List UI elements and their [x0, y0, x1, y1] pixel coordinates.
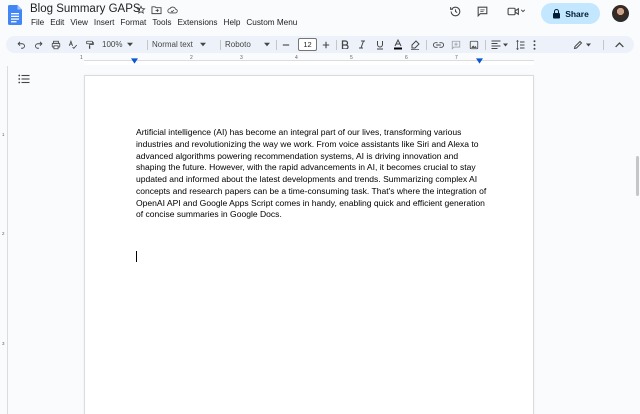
ruler-track: [84, 60, 534, 65]
meet-icon[interactable]: [505, 4, 527, 18]
menu-help[interactable]: Help: [223, 18, 241, 27]
document-title[interactable]: Blog Summary GAPS: [30, 3, 141, 15]
paint-format-button[interactable]: [83, 36, 97, 53]
chevron-down-icon: [264, 42, 270, 47]
document-outline-icon[interactable]: [18, 74, 30, 84]
undo-icon: [17, 40, 26, 49]
line-spacing-button[interactable]: [513, 36, 527, 53]
ruler-mark: 1: [80, 55, 83, 61]
comments-icon[interactable]: [475, 4, 489, 18]
text-color-icon: [393, 39, 403, 50]
spellcheck-button[interactable]: [66, 36, 80, 53]
bold-icon: [341, 40, 349, 49]
insert-link-button[interactable]: [430, 36, 446, 53]
paint-format-icon: [85, 40, 95, 50]
insert-image-button[interactable]: [467, 36, 481, 53]
increase-font-size-button[interactable]: [320, 36, 332, 53]
underline-button[interactable]: [373, 36, 387, 53]
ruler-mark: 3: [2, 341, 5, 346]
add-comment-icon: [451, 40, 461, 50]
pencil-icon: [573, 40, 583, 50]
lock-icon: [552, 9, 561, 19]
menu-file[interactable]: File: [31, 18, 45, 27]
share-label: Share: [565, 8, 589, 19]
chevron-down-icon: [200, 42, 206, 47]
avatar[interactable]: [612, 5, 629, 22]
menu-edit[interactable]: Edit: [50, 18, 65, 27]
bold-button[interactable]: [338, 36, 352, 53]
redo-icon: [34, 40, 43, 49]
ruler-mark: 1: [2, 132, 5, 137]
ruler-mark: 2: [2, 231, 5, 236]
decrease-font-size-button[interactable]: [280, 36, 292, 53]
undo-button[interactable]: [14, 36, 28, 53]
title-bar: [0, 0, 640, 34]
right-indent-marker-icon[interactable]: [476, 58, 483, 64]
font-value: Roboto: [225, 40, 251, 49]
font-select[interactable]: [225, 36, 270, 53]
chevron-up-icon: [615, 42, 624, 48]
vertical-ruler[interactable]: [0, 66, 8, 414]
print-icon: [51, 40, 61, 50]
ruler-mark: 6: [405, 55, 408, 61]
star-icon[interactable]: [135, 4, 146, 15]
toolbar-divider: [603, 40, 604, 50]
menu-bar: [31, 18, 300, 27]
more-vert-icon: [533, 40, 536, 50]
line-spacing-icon: [515, 40, 525, 50]
chevron-down-icon: [127, 42, 133, 47]
toolbar-divider: [147, 40, 148, 50]
insert-comment-button[interactable]: [449, 36, 463, 53]
menu-insert[interactable]: Insert: [93, 18, 115, 27]
chevron-down-icon: [503, 43, 508, 47]
document-page[interactable]: [84, 75, 534, 414]
more-options-button[interactable]: [528, 36, 540, 53]
highlight-color-button[interactable]: [408, 36, 422, 53]
menu-tools[interactable]: Tools: [152, 18, 172, 27]
editing-mode-button[interactable]: [571, 36, 593, 53]
highlight-icon: [410, 40, 420, 50]
menu-view[interactable]: View: [70, 18, 88, 27]
menu-custom-menu[interactable]: Custom Menu: [246, 18, 298, 27]
horizontal-ruler[interactable]: [0, 56, 640, 66]
toolbar-divider: [336, 40, 337, 50]
left-indent-marker-icon[interactable]: [131, 58, 138, 64]
spellcheck-icon: [68, 40, 78, 50]
move-folder-icon[interactable]: [151, 4, 162, 15]
underline-icon: [376, 40, 384, 50]
docs-logo-icon[interactable]: [8, 5, 22, 25]
font-size-input[interactable]: 12: [298, 38, 317, 51]
hide-menus-button[interactable]: [612, 36, 626, 53]
ruler-mark: 2: [190, 55, 193, 61]
redo-button[interactable]: [31, 36, 45, 53]
plus-icon: [322, 41, 330, 49]
toolbar-divider: [276, 40, 277, 50]
link-icon: [433, 41, 444, 49]
toolbar: [6, 36, 634, 53]
scrollbar-thumb[interactable]: [636, 156, 639, 196]
ruler-mark: 3: [240, 55, 243, 61]
toolbar-divider: [485, 40, 486, 50]
zoom-select[interactable]: [102, 36, 142, 53]
italic-button[interactable]: [355, 36, 369, 53]
chevron-down-icon: [586, 43, 591, 47]
menu-extensions[interactable]: Extensions: [177, 18, 218, 27]
cloud-saved-icon[interactable]: [167, 4, 178, 15]
menu-format[interactable]: Format: [120, 18, 147, 27]
ruler-mark: 5: [350, 55, 353, 61]
zoom-value: 100%: [102, 40, 123, 49]
share-button[interactable]: [541, 3, 600, 24]
paragraph-style-select[interactable]: [152, 36, 218, 53]
toolbar-divider: [426, 40, 427, 50]
text-color-button[interactable]: [390, 36, 405, 53]
toolbar-divider: [220, 40, 221, 50]
minus-icon: [282, 41, 290, 49]
document-paragraph[interactable]: Artificial intelligence (AI) has become an integral part of our lives, transforming various industries and revolutionizing the way we work. From voice assistants like Siri and Alexa to advanced algorithms powering recommendation systems, AI is driving innovation and shaping the future. However, with the rapid advancements in AI, it becomes crucial to stay updated and informed about the latest developments and trends. Summarizing complex AI concepts and research papers can be a time-consuming task. That's where the integration of OpenAI API and Google Apps Script comes in handy, enabling quick and efficient generation of concise summaries in Google Docs.: [136, 127, 487, 220]
version-history-icon[interactable]: [448, 4, 462, 18]
italic-icon: [358, 40, 366, 49]
paragraph-style-value: Normal text: [152, 40, 193, 49]
align-left-icon: [491, 40, 501, 49]
image-icon: [469, 40, 479, 50]
ruler-mark: 7: [455, 55, 458, 61]
align-select[interactable]: [488, 36, 510, 53]
ruler-mark: 4: [295, 55, 298, 61]
text-cursor: [136, 251, 137, 262]
print-button[interactable]: [49, 36, 63, 53]
scrollbar[interactable]: [634, 66, 640, 414]
